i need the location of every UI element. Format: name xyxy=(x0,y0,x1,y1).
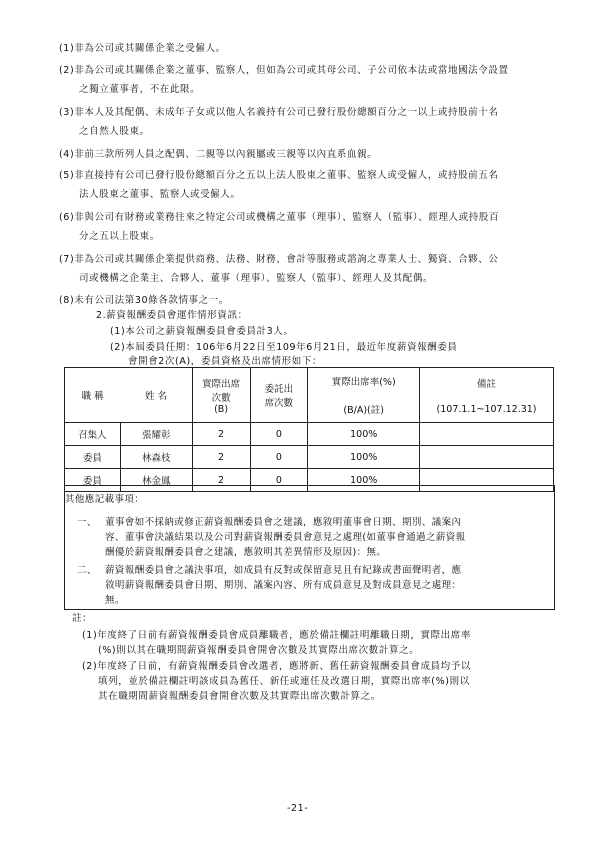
section2-item2-line2: 會開會2次(A)，委員資格及出席情形如下： xyxy=(128,356,323,367)
criterion-3: (3)非本人及其配偶、未成年子女或以他人名義持有公司已發行股份總額百分之一以上或持股前十名 xyxy=(59,107,499,118)
other-matters-box xyxy=(64,485,555,610)
criterion-1: (1)非為公司或其關係企業之受僱人。 xyxy=(59,43,226,54)
criterion-7-cont: 司或機構之企業主、合夥人、董事（理事）、監察人（監事）、經理人及其配偶。 xyxy=(79,273,434,284)
other-item1-num: 一、 xyxy=(77,517,97,528)
page-number: -21- xyxy=(287,803,309,814)
notes-label: 註： xyxy=(72,613,93,624)
other-heading: 其他應記載事項： xyxy=(65,494,145,505)
note2-line3: 其在職期間薪資報酬委員會開會次數及其實際出席次數計算之。 xyxy=(98,691,381,702)
committee-attendance-table xyxy=(64,367,554,492)
criterion-7: (7)非為公司或其關係企業提供商務、法務、財務、會計等服務或諮詢之專業人士、獨資、合夥、公 xyxy=(59,254,499,265)
table-row: 委員 林金鳳 2 0 100% xyxy=(65,469,554,492)
criterion-5-cont: 法人股東之董事、監察人或受僱人。 xyxy=(79,189,241,200)
other-item2-line2: 敘明薪資報酬委員會日期、期別、議案內容、所有成員意見及對成員意見之處理： xyxy=(105,580,462,591)
other-item1-line3: 酬優於薪資報酬委員會之建議，應敘明其差異情形及原因)：無。 xyxy=(105,547,387,558)
other-item2-num: 二、 xyxy=(77,565,97,576)
table-row: 委員 林森枝 2 0 100% xyxy=(65,446,554,469)
note2-line2: 填列，並於備註欄註明該成員為舊任、新任或連任及改選日期，實際出席率(%)則以 xyxy=(98,676,470,687)
criterion-8: (8)未有公司法第30條各款情事之一。 xyxy=(59,295,229,306)
criterion-4: (4)非前三款所列人員之配偶、二親等以內親屬或三親等以內直系血親。 xyxy=(59,149,378,160)
table-row: 召集人 張耀彰 2 0 100% xyxy=(65,423,554,446)
other-item1-line1: 董事會如不採納或修正薪資報酬委員會之建議，應敘明董事會日期、期別、議案內 xyxy=(105,517,462,528)
header-attendance-rate: 實際出席率(%) (B/A)(註) xyxy=(308,368,420,423)
other-item1-line2: 容、董事會決議結果以及公司對薪資報酬委員會意見之處理(如董事會通過之薪資報 xyxy=(105,532,466,543)
section2-item1: (1)本公司之薪資報酬委員會委員計3人。 xyxy=(110,326,294,337)
criterion-6: (6)非與公司有財務或業務往來之特定公司或機構之董事（理事）、監察人（監事）、經理人或持股百 xyxy=(59,212,500,223)
header-proxy-attendance: 委託出 席次數 xyxy=(250,368,308,423)
section2-item2-line1: (2)本屆委員任期：106年6月22日至109年6月21日，最近年度薪資報酬委員 xyxy=(110,342,458,353)
note2-line1: (2)年度終了日前，有薪資報酬委員會改選者，應將新、舊任薪資報酬委員會成員均予以 xyxy=(82,661,471,672)
header-remarks: 備註 (107.1.1~107.12.31) xyxy=(420,368,554,423)
section2-heading: 2.薪資報酬委員會運作情形資訊： xyxy=(96,310,248,321)
criterion-3-cont: 之自然人股東。 xyxy=(79,126,150,137)
table-header-row xyxy=(65,368,554,423)
header-actual-attendance: 實際出席 次數 (B) xyxy=(192,368,250,423)
other-item2-line1: 薪資報酬委員會之議決事項，如成員有反對或保留意見且有紀錄或書面聲明者，應 xyxy=(105,565,462,576)
criterion-6-cont: 分之五以上股東。 xyxy=(79,231,160,242)
other-item2-line3: 無。 xyxy=(105,595,125,606)
criterion-2-cont: 之獨立董事者，不在此限。 xyxy=(79,84,201,95)
note1-line2: (%)則以其在職期間薪資報酬委員會開會次數及其實際出席次數計算之。 xyxy=(98,645,420,656)
criterion-5: (5)非直接持有公司已發行股份總額百分之五以上法人股東之董事、監察人或受僱人，或持股前五名 xyxy=(59,170,499,181)
criterion-2: (2)非為公司或其關係企業之董事、監察人，但如為公司或其母公司、子公司依本法或當地國法令設置 xyxy=(59,65,509,76)
note1-line1: (1)年度終了日前有薪資報酬委員會成員離職者，應於備註欄註明離職日期，實際出席率 xyxy=(82,630,471,641)
header-title: 職 稱 xyxy=(65,368,121,423)
header-name: 姓 名 xyxy=(120,368,192,423)
